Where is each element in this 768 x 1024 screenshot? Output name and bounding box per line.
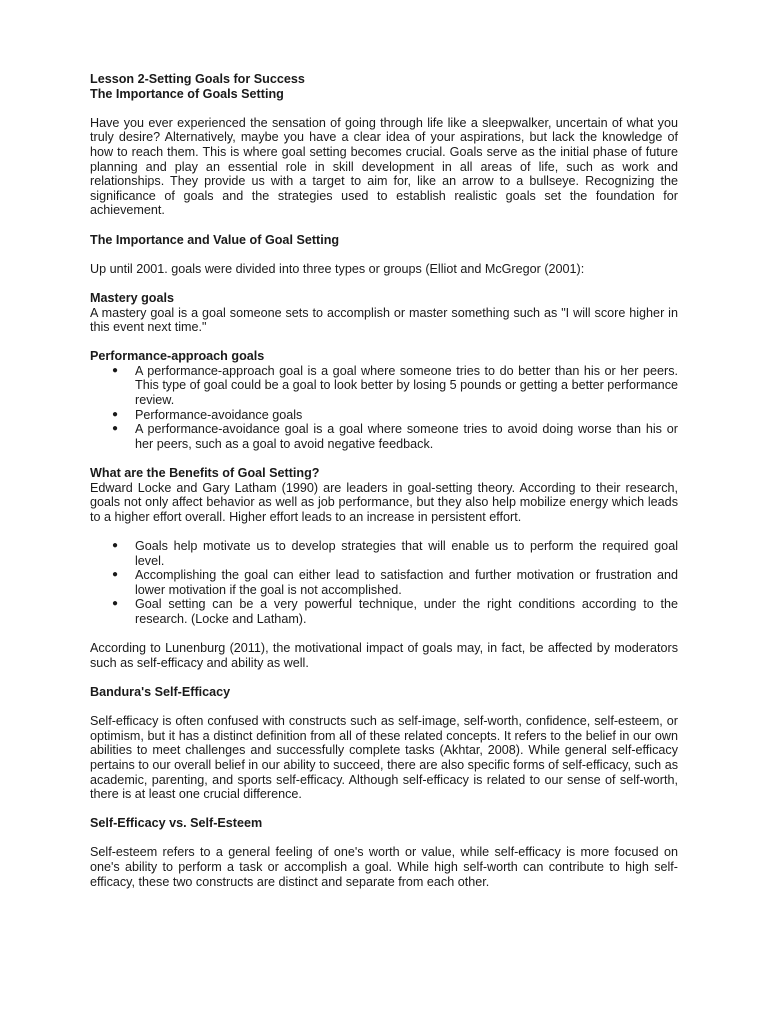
spacer (90, 218, 678, 233)
bullet-icon: ● (112, 569, 119, 581)
list-item-text: Accomplishing the goal can either lead to satisfaction and further motivation or frustration and lower motivation if the goal is not accomplished. (135, 568, 678, 597)
spacer (90, 700, 678, 715)
spacer (90, 802, 678, 817)
benefits-list (90, 539, 678, 627)
list-item (90, 408, 678, 423)
spacer (90, 451, 678, 466)
list-item-text: Goals help motivate us to develop strategies that will enable us to perform the required goal level. (135, 539, 678, 568)
list-item-text: Performance-avoidance goals (135, 407, 303, 422)
document-page (90, 72, 678, 889)
spacer (90, 335, 678, 350)
spacer (90, 670, 678, 685)
importance-text: Up until 2001. goals were divided into three types or groups (Elliot and McGregor (2001): (90, 261, 585, 276)
importance-heading: The Importance and Value of Goal Setting (90, 232, 340, 247)
bandura-text: Self-efficacy is often confused with constructs such as self-image, self-worth, confidence, self-esteem, or optimism, but it has a distinct definition from all of these related concepts. It refers to the belief in our own abilities to meet challenges and successfully complete tasks (Akhtar, 2008). While general self-efficacy pertains to our overall belief in our ability to succeed, there are also specific forms of self-efficacy, such as academic, parenting, and sports self-efficacy. Although self-efficacy is related to our sense of self-worth, there is at least one crucial difference. (90, 714, 678, 802)
bullet-icon: ● (112, 598, 119, 610)
list-item (90, 422, 678, 451)
bullet-icon: ● (112, 423, 119, 435)
spacer (90, 524, 678, 539)
list-item-text: A performance-approach goal is a goal where someone tries to do better than his or her peers. This type of goal could be a goal to look better by losing 5 pounds or getting a better performance review. (135, 363, 678, 408)
list-item (90, 364, 678, 408)
lesson-subtitle: The Importance of Goals Setting (90, 86, 284, 101)
bandura-heading: Bandura's Self-Efficacy (90, 684, 231, 699)
lesson-title: Lesson 2-Setting Goals for Success (90, 72, 305, 86)
spacer (90, 276, 678, 291)
list-item (90, 539, 678, 568)
list-item-text: A performance-avoidance goal is a goal where someone tries to avoid doing worse than his or her peers, such as a goal to avoid negative feedback. (135, 422, 678, 451)
bullet-icon: ● (112, 364, 119, 376)
intro-paragraph: Have you ever experienced the sensation of going through life like a sleepwalker, uncertain of what you truly desire? Alternatively, maybe you have a clear idea of your aspirations, but lack the knowledge of how to reach them. This is where goal setting becomes crucial. Goals serve as the initial phase of future planning and play an essential role in skill development in all areas of life, such as work and relationships. They provide us with a target to aim for, like an arrow to a bullseye. Recognizing the significance of goals and the strategies used to establish realistic goals set the foundation for achievement. (90, 115, 678, 218)
spacer (90, 627, 678, 642)
list-item (90, 597, 678, 626)
vs-text: Self-esteem refers to a general feeling of one's worth or value, while self-efficacy is more focused on one's ability to perform a task or accomplish a goal. While high self-worth can contribute to high self-efficacy, these two constructs are distinct and separate from each other. (90, 845, 678, 889)
spacer (90, 247, 678, 262)
performance-list (90, 364, 678, 452)
lunenburg-paragraph: According to Lunenburg (2011), the motivational impact of goals may, in fact, be affected by moderators such as self-efficacy and ability as well. (90, 641, 678, 670)
performance-heading: Performance-approach goals (90, 349, 265, 364)
spacer (90, 831, 678, 846)
spacer (90, 101, 678, 116)
mastery-text: A mastery goal is a goal someone sets to accomplish or master something such as "I will score higher in this event next time." (90, 305, 678, 335)
benefits-heading: What are the Benefits of Goal Setting? (90, 466, 320, 481)
benefits-text: Edward Locke and Gary Latham (1990) are leaders in goal-setting theory. According to their research, goals not only affect behavior as well as job performance, but they also help mobilize energy which leads to a higher effort overall. Higher effort leads to an increase in persistent effort. (90, 480, 678, 524)
list-item-text: Goal setting can be a very powerful technique, under the right conditions according to the research. (Locke and Latham). (135, 597, 678, 626)
bullet-icon: ● (112, 408, 119, 420)
bullet-icon: ● (112, 540, 119, 551)
mastery-heading: Mastery goals (90, 290, 174, 305)
list-item (90, 568, 678, 597)
vs-heading: Self-Efficacy vs. Self-Esteem (90, 816, 263, 831)
